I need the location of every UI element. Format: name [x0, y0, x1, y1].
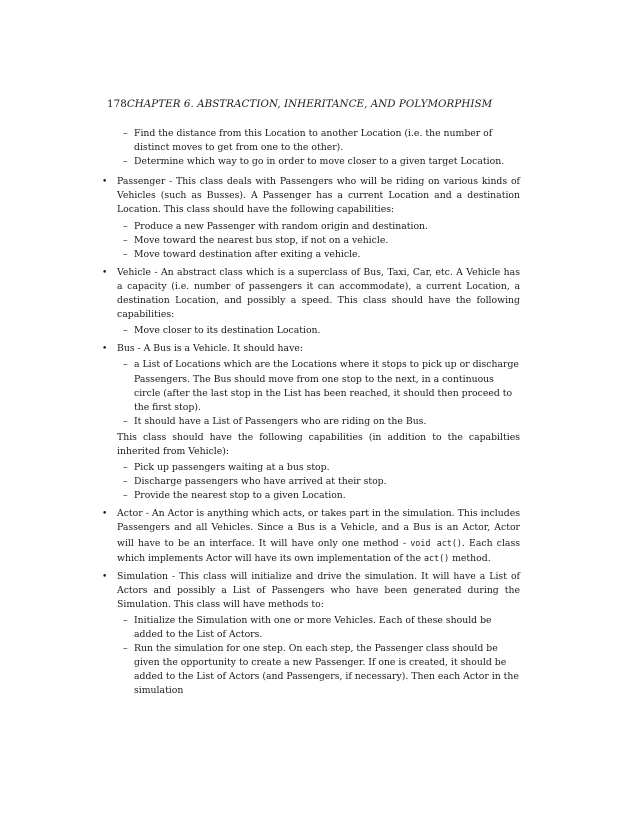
list-item-passenger: [107, 175, 520, 262]
list-item-bus: [107, 342, 520, 503]
capability-list: [117, 220, 520, 262]
page-number: 178: [107, 98, 127, 110]
sub-item: – Move toward destination after exiting a vehicle.: [117, 248, 520, 262]
sub-item: – Determine which way to go in order to move closer to a given target Location.: [117, 155, 520, 169]
text-run: Actor - An Actor is anything which acts, or takes part in the simulation. This includes Passengers and all Vehicles. Since a Bus is a Vehicle, and a Bus is an Actor, Actor will have to be an interface. It will have only one method -: [117, 508, 520, 549]
list-item-vehicle: [107, 266, 520, 338]
sub-item: – a List of Locations which are the Locations where it stops to pick up or discharge Passengers. The Bus should move from one stop to the next, in a continuous circle (after the last stop in the List has been reached, it should then proceed to the first stop).: [117, 358, 520, 414]
code-act: act(): [423, 552, 450, 563]
sub-item: – Provide the nearest stop to a given Location.: [117, 489, 520, 503]
running-header: [107, 98, 527, 110]
sub-item: – Run the simulation for one step. On each step, the Passenger class should be given the opportunity to create a new Passenger. If one is created, it should be added to the List of Actors (and Passengers, if necessary). Then each Actor in the simulation: [117, 642, 520, 698]
text-run: method.: [449, 552, 491, 564]
sub-item: – Initialize the Simulation with one or more Vehicles. Each of these should be added to the List of Actors.: [117, 614, 520, 642]
sub-item: – It should have a List of Passengers who are riding on the Bus.: [117, 415, 520, 429]
capability-list: [117, 324, 520, 338]
capability-list: [117, 461, 520, 503]
continued-sublist: [117, 127, 520, 169]
text-run: . Each class which implements Actor will have its own implementation of the: [117, 537, 521, 564]
code-void-act: void act(): [410, 537, 462, 548]
sub-item: – Pick up passengers waiting at a bus stop.: [117, 461, 520, 475]
class-list: [107, 175, 520, 698]
item-text: • Simulation - This class will initialize and drive the simulation. It will have a List of Actors and possibly a List of Passengers who have been generated during the Simulation. This class will have methods to:: [117, 570, 520, 610]
item-text: • Bus - A Bus is a Vehicle. It should have:: [117, 343, 303, 355]
attribute-list: [117, 358, 520, 428]
chapter-title: CHAPTER 6. ABSTRACTION, INHERITANCE, AND POLYMORPHISM: [126, 98, 493, 110]
sub-item: – Discharge passengers who have arrived at their stop.: [117, 475, 520, 489]
list-item-actor: [107, 507, 520, 565]
method-list: [117, 614, 520, 699]
page-body: [107, 127, 520, 703]
item-text: • Vehicle - An abstract class which is a superclass of Bus, Taxi, Car, etc. A Vehicle has a capacity (i.e. number of passengers it can accommodate), a current Location, a destination Location, and possibly a speed. This class should have the following capabilities:: [117, 266, 520, 321]
list-item-simulation: [107, 570, 520, 699]
item-text: • Passenger - This class deals with Passengers who will be riding on various kinds of Vehicles (such as Busses). A Passenger has a current Location and a destination Location. This class should have the following capabilities:: [117, 176, 520, 216]
sub-item: – Find the distance from this Location to another Location (i.e. the number of distinct moves to get from one to the other).: [117, 127, 520, 155]
sub-item: – Move closer to its destination Location.: [117, 324, 520, 338]
item-text-continued: This class should have the following capabilities (in addition to the capabilties inherited from Vehicle):: [117, 431, 520, 457]
sub-item: – Move toward the nearest bus stop, if not on a vehicle.: [117, 234, 520, 248]
sub-item: – Produce a new Passenger with random origin and destination.: [117, 220, 520, 234]
item-text: [117, 507, 520, 565]
